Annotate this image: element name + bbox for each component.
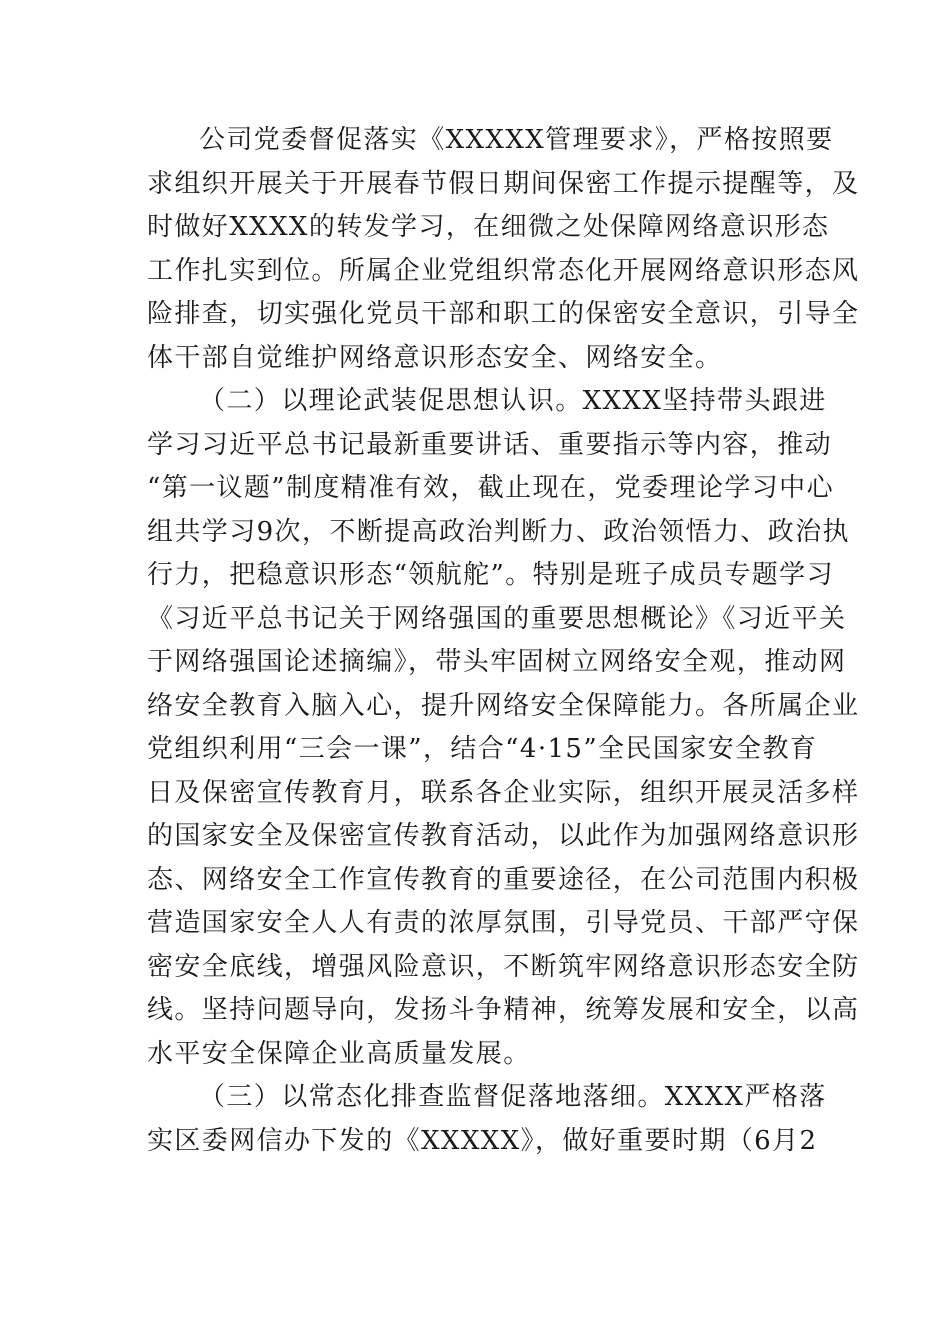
paragraph-2-line-11: 的国家安全及保密宣传教育活动，以此作为加强网络意识形	[147, 821, 860, 851]
paragraph-2-line-15: 线。坚持问题导向，发扬斗争精神，统筹发展和安全，以高	[147, 995, 860, 1025]
paragraph-2-line-9: 党组织利用“三会一课”，结合“4·15”全民国家安全教育	[147, 734, 818, 764]
paragraph-2-line-7: 于网络强国论述摘编》，带头牢固树立网络安全观，推动网	[147, 647, 847, 677]
paragraph-3-line-1: （三）以常态化排查监督促落地落细。XXXX严格落	[199, 1082, 827, 1112]
paragraph-1-line-1: 公司党委督促落实《XXXXX管理要求》，严格按照要	[199, 125, 834, 155]
document-body	[147, 119, 860, 1163]
paragraph-1-line-2: 求组织开展关于开展春节假日期间保密工作提示提醒等，及	[147, 168, 860, 199]
paragraph-2-line-16: 水平安全保障企业高质量发展。	[147, 1038, 531, 1069]
paragraph-2-line-5: 行力，把稳意识形态“领航舵”。特别是班子成员专题学习	[147, 560, 834, 590]
paragraph-2-line-8: 络安全教育入脑入心，提升网络安全保障能力。各所属企业	[147, 690, 860, 721]
paragraph-1-line-3: 时做好XXXX的转发学习，在细微之处保障网络意识形态	[147, 212, 830, 242]
paragraph-1-line-4: 工作扎实到位。所属企业党组织常态化开展网络意识形态风	[147, 255, 860, 286]
paragraph-2-line-2: 学习习近平总书记最新重要讲话、重要指示等内容，推动	[147, 429, 833, 460]
paragraph-2-line-4: 组共学习9次，不断提高政治判断力、政治领悟力、政治执	[147, 516, 850, 547]
paragraph-1-line-6: 体干部自觉维护网络意识形态安全、网络安全。	[147, 342, 723, 373]
paragraph-2-line-12: 态、网络安全工作宣传教育的重要途径，在公司范围内积极	[147, 864, 860, 895]
paragraph-1-line-5: 险排查，切实强化党员干部和职工的保密安全意识，引导全	[147, 299, 860, 329]
paragraph-2-line-6: 《习近平总书记关于网络强国的重要思想概论》《习近平关	[147, 603, 847, 634]
paragraph-3-line-2: 实区委网信办下发的《XXXXX》，做好重要时期（6月2	[147, 1125, 818, 1156]
paragraph-2-line-10: 日及保密宣传教育月，联系各企业实际，组织开展灵活多样	[147, 777, 860, 808]
paragraph-2-line-14: 密安全底线，增强风险意识，不断筑牢网络意识形态安全防	[147, 951, 860, 982]
paragraph-2-line-1: （二）以理论武装促思想认识。XXXX坚持带头跟进	[199, 386, 827, 416]
paragraph-2-line-13: 营造国家安全人人有责的浓厚氛围，引导党员、干部严守保	[147, 908, 860, 938]
paragraph-2-line-3: “第一议题”制度精准有效，截止现在，党委理论学习中心	[147, 473, 834, 503]
